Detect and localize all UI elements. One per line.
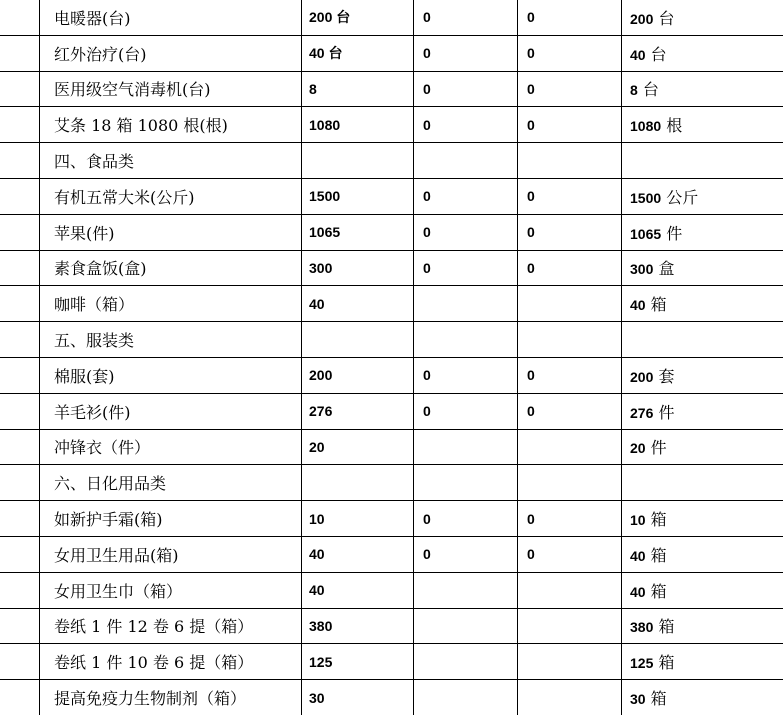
quantity-cell: 200 台 — [302, 0, 414, 35]
item-name-cell: 电暖器(台) — [40, 0, 302, 35]
quantity-cell: 30 — [302, 680, 414, 715]
row-index-cell — [0, 71, 40, 107]
quantity-cell: 20 — [302, 429, 414, 465]
column-3-cell — [414, 644, 518, 680]
total-cell: 20 件 — [622, 429, 783, 465]
row-index-cell — [0, 536, 40, 572]
quantity-cell: 40 — [302, 286, 414, 322]
column-3-cell: 0 — [414, 0, 518, 35]
row-index-cell — [0, 322, 40, 358]
total-cell: 40 箱 — [622, 536, 783, 572]
column-3-cell: 0 — [414, 214, 518, 250]
item-name-cell: 卷纸 1 件 12 卷 6 提（箱） — [40, 608, 302, 644]
total-cell: 200 套 — [622, 357, 783, 393]
column-3-cell — [414, 322, 518, 358]
column-4-cell: 0 — [518, 250, 622, 286]
item-name-cell: 女用卫生用品(箱) — [40, 536, 302, 572]
row-index-cell — [0, 429, 40, 465]
item-name-cell: 苹果(件) — [40, 214, 302, 250]
row-index-cell — [0, 501, 40, 537]
total-cell — [622, 143, 783, 179]
column-4-cell — [518, 143, 622, 179]
column-4-cell: 0 — [518, 536, 622, 572]
column-4-cell: 0 — [518, 393, 622, 429]
quantity-cell: 10 — [302, 501, 414, 537]
column-4-cell: 0 — [518, 35, 622, 71]
table-row — [0, 250, 783, 286]
column-4-cell: 0 — [518, 0, 622, 35]
column-3-cell — [414, 608, 518, 644]
total-cell: 40 台 — [622, 35, 783, 71]
quantity-cell: 1065 — [302, 214, 414, 250]
column-3-cell — [414, 143, 518, 179]
table-row — [0, 178, 783, 214]
column-4-cell: 0 — [518, 501, 622, 537]
column-3-cell — [414, 286, 518, 322]
total-cell: 40 箱 — [622, 572, 783, 608]
column-3-cell: 0 — [414, 393, 518, 429]
quantity-cell: 1500 — [302, 178, 414, 214]
total-cell: 10 箱 — [622, 501, 783, 537]
row-index-cell — [0, 35, 40, 71]
total-cell: 380 箱 — [622, 608, 783, 644]
table-row — [0, 644, 783, 680]
total-cell — [622, 322, 783, 358]
row-index-cell — [0, 286, 40, 322]
item-name-cell: 羊毛衫(件) — [40, 393, 302, 429]
quantity-cell: 380 — [302, 608, 414, 644]
item-name-cell: 女用卫生巾（箱） — [40, 572, 302, 608]
column-3-cell: 0 — [414, 357, 518, 393]
row-index-cell — [0, 572, 40, 608]
total-cell: 1080 根 — [622, 107, 783, 143]
item-name-cell: 艾条 18 箱 1080 根(根) — [40, 107, 302, 143]
total-cell: 125 箱 — [622, 644, 783, 680]
row-index-cell — [0, 357, 40, 393]
row-index-cell — [0, 178, 40, 214]
table-row — [0, 536, 783, 572]
total-cell: 8 台 — [622, 71, 783, 107]
column-3-cell — [414, 572, 518, 608]
quantity-cell: 8 — [302, 71, 414, 107]
column-3-cell: 0 — [414, 536, 518, 572]
item-name-cell: 如新护手霜(箱) — [40, 501, 302, 537]
column-3-cell — [414, 465, 518, 501]
row-index-cell — [0, 393, 40, 429]
column-4-cell: 0 — [518, 214, 622, 250]
table-row — [0, 572, 783, 608]
column-4-cell — [518, 644, 622, 680]
quantity-cell — [302, 143, 414, 179]
total-cell: 200 台 — [622, 0, 783, 35]
item-name-cell: 医用级空气消毒机(台) — [40, 71, 302, 107]
column-4-cell — [518, 572, 622, 608]
table-row — [0, 393, 783, 429]
table-row — [0, 501, 783, 537]
total-cell: 40 箱 — [622, 286, 783, 322]
table-row — [0, 71, 783, 107]
row-index-cell — [0, 465, 40, 501]
item-name-cell: 素食盒饭(盒) — [40, 250, 302, 286]
total-cell: 1500 公斤 — [622, 178, 783, 214]
item-name-cell: 棉服(套) — [40, 357, 302, 393]
table-row — [0, 214, 783, 250]
column-4-cell — [518, 429, 622, 465]
column-3-cell — [414, 680, 518, 715]
row-index-cell — [0, 214, 40, 250]
item-name-cell: 提高免疫力生物制剂（箱） — [40, 680, 302, 715]
column-3-cell: 0 — [414, 71, 518, 107]
row-index-cell — [0, 0, 40, 35]
column-4-cell — [518, 608, 622, 644]
row-index-cell — [0, 107, 40, 143]
total-cell: 1065 件 — [622, 214, 783, 250]
column-4-cell: 0 — [518, 357, 622, 393]
column-3-cell: 0 — [414, 501, 518, 537]
table-row — [0, 286, 783, 322]
quantity-cell: 300 — [302, 250, 414, 286]
item-name-cell: 四、食品类 — [40, 143, 302, 179]
item-name-cell: 有机五常大米(公斤) — [40, 178, 302, 214]
column-4-cell — [518, 680, 622, 715]
table-row — [0, 680, 783, 715]
item-name-cell: 六、日化用品类 — [40, 465, 302, 501]
quantity-cell: 1080 — [302, 107, 414, 143]
quantity-cell: 200 — [302, 357, 414, 393]
column-4-cell: 0 — [518, 107, 622, 143]
table-row — [0, 322, 783, 358]
row-index-cell — [0, 250, 40, 286]
column-4-cell — [518, 322, 622, 358]
table-row — [0, 143, 783, 179]
column-3-cell: 0 — [414, 107, 518, 143]
column-3-cell: 0 — [414, 178, 518, 214]
quantity-cell: 40 台 — [302, 35, 414, 71]
total-cell — [622, 465, 783, 501]
total-cell: 276 件 — [622, 393, 783, 429]
column-3-cell: 0 — [414, 35, 518, 71]
item-name-cell: 红外治疗(台) — [40, 35, 302, 71]
quantity-cell: 125 — [302, 644, 414, 680]
table-row — [0, 107, 783, 143]
quantity-cell — [302, 465, 414, 501]
total-cell: 300 盒 — [622, 250, 783, 286]
quantity-cell: 276 — [302, 393, 414, 429]
column-4-cell: 0 — [518, 178, 622, 214]
column-4-cell: 0 — [518, 71, 622, 107]
quantity-cell: 40 — [302, 572, 414, 608]
column-3-cell: 0 — [414, 250, 518, 286]
table-row — [0, 429, 783, 465]
item-name-cell: 冲锋衣（件） — [40, 429, 302, 465]
table-row — [0, 608, 783, 644]
table-row — [0, 35, 783, 71]
row-index-cell — [0, 644, 40, 680]
row-index-cell — [0, 680, 40, 715]
table-row — [0, 357, 783, 393]
quantity-cell: 40 — [302, 536, 414, 572]
column-3-cell — [414, 429, 518, 465]
row-index-cell — [0, 608, 40, 644]
item-name-cell: 卷纸 1 件 10 卷 6 提（箱） — [40, 644, 302, 680]
total-cell: 30 箱 — [622, 680, 783, 715]
column-4-cell — [518, 465, 622, 501]
quantity-cell — [302, 322, 414, 358]
row-index-cell — [0, 143, 40, 179]
item-name-cell: 五、服装类 — [40, 322, 302, 358]
item-name-cell: 咖啡（箱） — [40, 286, 302, 322]
column-4-cell — [518, 286, 622, 322]
table-row — [0, 0, 783, 35]
table-row — [0, 465, 783, 501]
